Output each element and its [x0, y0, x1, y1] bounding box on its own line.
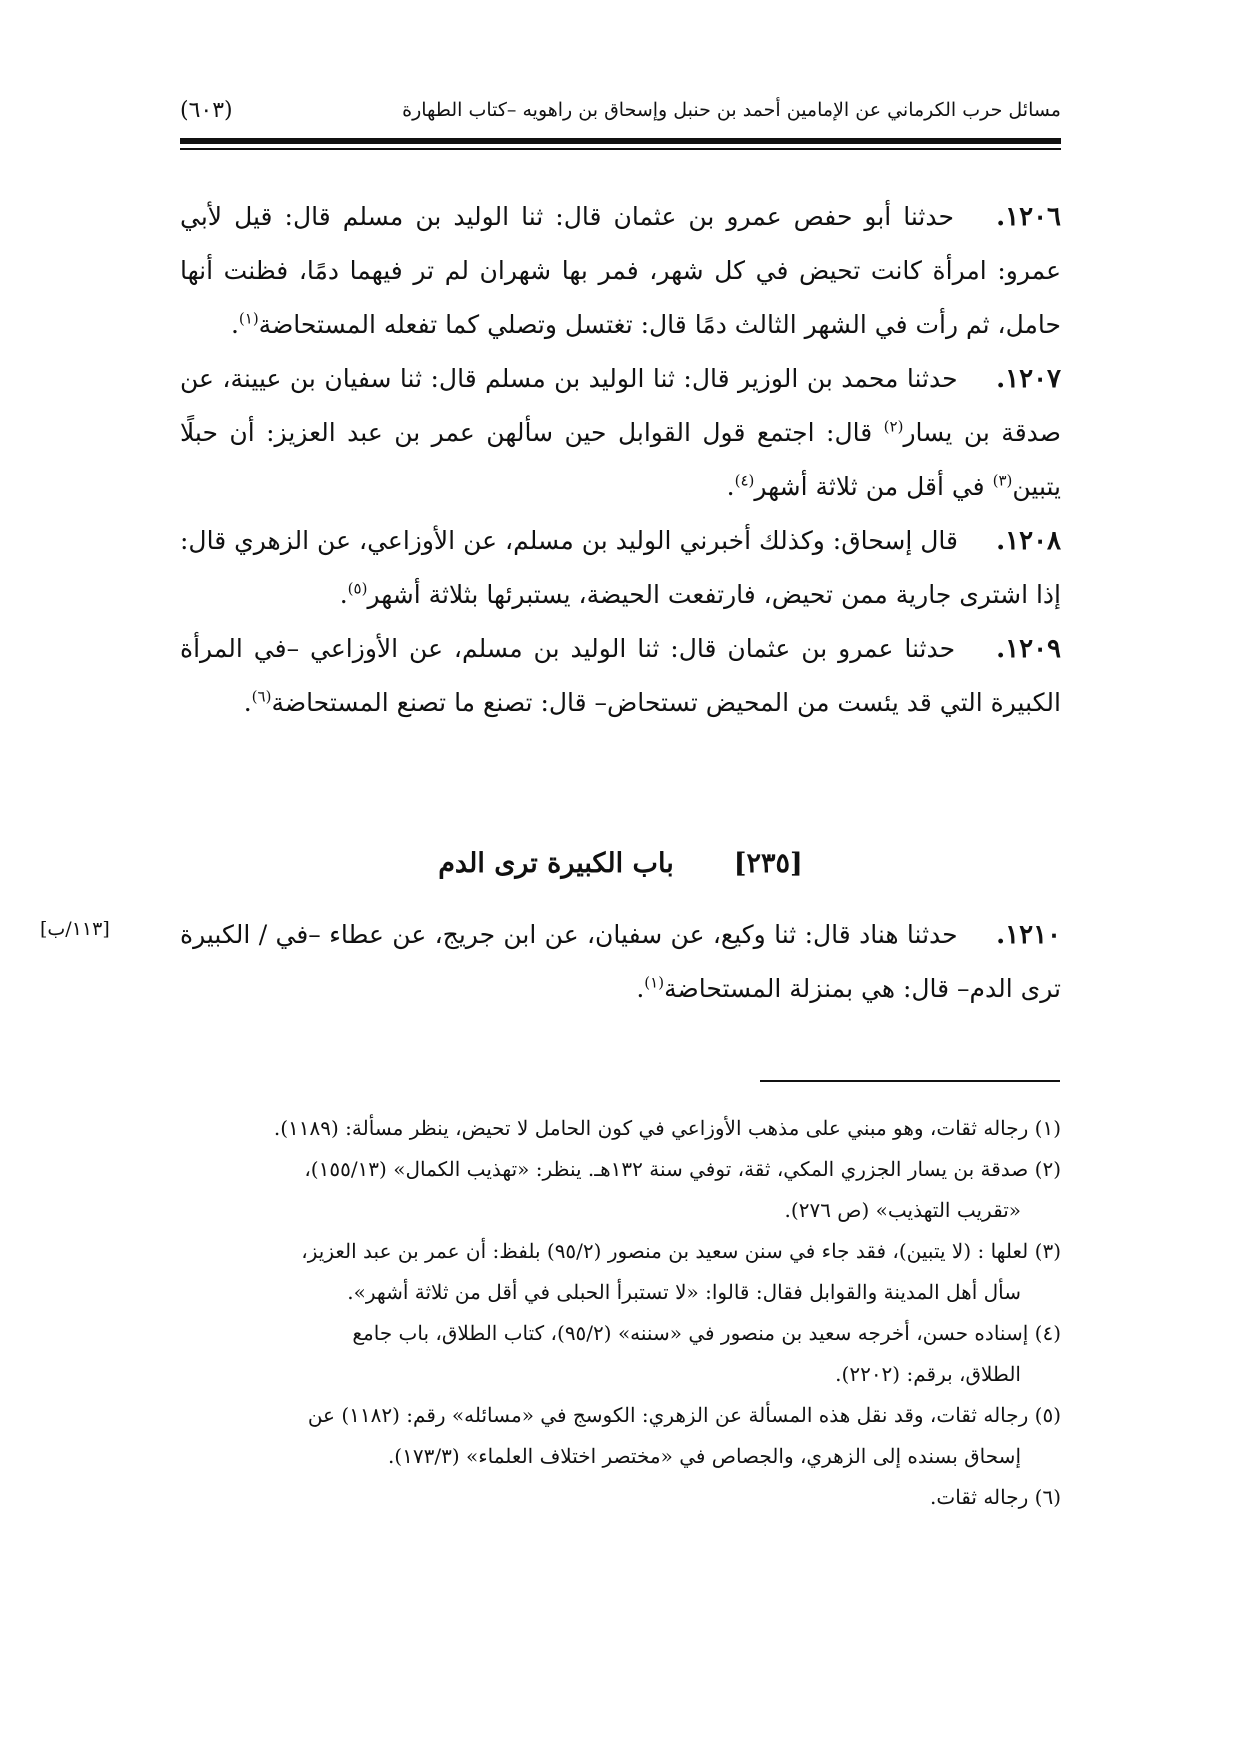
section-heading — [180, 838, 1061, 888]
footnote-separator — [760, 1080, 1060, 1082]
entry-1207 — [180, 352, 1061, 514]
section-number: [٢٣٥] — [733, 847, 803, 879]
entry-text: حدثنا هناد قال: ثنا وكيع، عن سفيان، عن ابن جريج، عن عطاء –في / الكبيرة ترى الدم– قال: هي بمنزلة المستحاضة — [180, 920, 1061, 1003]
footnote-ref: (٣) — [992, 471, 1013, 490]
entry-1206 — [180, 190, 1061, 352]
entry-text: حدثنا محمد بن الوزير قال: ثنا الوليد بن مسلم قال: ثنا سفيان بن عيينة، عن صدقة بن يسار — [180, 364, 1061, 447]
footnote-ref: (٤) — [734, 471, 755, 490]
entry-end: . — [636, 974, 645, 1003]
footnote-3 — [180, 1231, 1061, 1313]
page-number: (٦٠٣) — [180, 97, 233, 123]
footnote-ref: (١) — [238, 309, 259, 328]
footnote-line: (٢) صدقة بن يسار الجزري المكي، ثقة، توفي سنة ١٣٢هـ. ينظر: «تهذيب الكمال» (١٥٥/١٣)، — [304, 1157, 1061, 1181]
entry-text: قال: اجتمع قول القوابل حين سألهن عمر بن عبد العزيز: أن حبلًا يتبين — [180, 418, 1061, 501]
entry-number: ١٢٠٧. — [996, 364, 1061, 394]
entry-text: في أقل من ثلاثة أشهر — [754, 472, 993, 501]
footnote-4 — [180, 1313, 1061, 1395]
footnote-line: (٤) إسناده حسن، أخرجه سعيد بن منصور في «سننه» (٩٥/٢)، كتاب الطلاق، باب جامع — [352, 1321, 1061, 1345]
footnote-2 — [180, 1149, 1061, 1231]
entry-text: حدثنا عمرو بن عثمان قال: ثنا الوليد بن مسلم، عن الأوزاعي –في المرأة الكبيرة التي قد يئست من المحيض تستحاض– قال: تصنع ما تصنع المستحاضة — [180, 634, 1061, 717]
entry-end: . — [230, 310, 239, 339]
footnote-line: (٣) لعلها : (لا يتبين)، فقد جاء في سنن سعيد بن منصور (٩٥/٢) بلفظ: أن عمر بن عبد العزيز، — [301, 1239, 1061, 1263]
footnote-1 — [180, 1108, 1061, 1149]
header-rule-thin — [180, 148, 1061, 150]
entry-number: ١٢٠٨. — [996, 526, 1061, 556]
header-rule-thick — [180, 138, 1061, 144]
footnote-ref: (٢) — [883, 417, 904, 436]
entry-end: . — [243, 688, 252, 717]
running-header — [180, 90, 1061, 130]
footnote-5 — [180, 1395, 1061, 1477]
header-title: مسائل حرب الكرماني عن الإمامين أحمد بن حنبل وإسحاق بن راهويه –كتاب الطهارة — [402, 99, 1061, 121]
footnote-line: إسحاق بسنده إلى الزهري، والجصاص في «مختصر اختلاف العلماء» (١٧٣/٣). — [387, 1444, 1021, 1468]
section-title: باب الكبيرة ترى الدم — [438, 847, 674, 879]
entry-1210-block — [180, 908, 1061, 1016]
entry-text: حدثنا أبو حفص عمرو بن عثمان قال: ثنا الوليد بن مسلم قال: قيل لأبي عمرو: امرأة كانت تحيض في كل شهر، فمر بها شهران لم تر فيهما دمًا، فظنت أنها حامل، ثم رأت في الشهر الثالث دمًا قال: تغتسل وتصلي كما تفعله المستحاضة — [180, 202, 1061, 339]
manuscript-folio-note: [١١٣/ب] — [40, 918, 110, 940]
footnote-ref: (٦) — [251, 687, 272, 706]
footnote-line: «تقريب التهذيب» (ص ٢٧٦). — [784, 1198, 1021, 1222]
entry-text: قال إسحاق: وكذلك أخبرني الوليد بن مسلم، عن الأوزاعي، عن الزهري قال: إذا اشترى جارية ممن تحيض، فارتفعت الحيضة، يستبرئها بثلاثة أشهر — [180, 526, 1061, 609]
footnote-line: (١) رجاله ثقات، وهو مبني على مذهب الأوزاعي في كون الحامل لا تحيض، ينظر مسألة: (١١٨٩). — [273, 1116, 1061, 1140]
footnote-line: (٥) رجاله ثقات، وقد نقل هذه المسألة عن الزهري: الكوسج في «مسائله» رقم: (١١٨٢) عن — [307, 1403, 1061, 1427]
entry-number: ١٢٠٦. — [996, 202, 1061, 232]
entry-1209 — [180, 622, 1061, 730]
entry-number: ١٢٠٩. — [996, 634, 1061, 664]
footnote-line: الطلاق، برقم: (٢٢٠٢). — [835, 1362, 1021, 1386]
main-text — [180, 190, 1061, 730]
footnotes — [180, 1108, 1061, 1518]
entry-1210 — [180, 908, 1061, 1016]
footnote-6 — [180, 1477, 1061, 1518]
entry-1208 — [180, 514, 1061, 622]
footnote-ref: (١) — [644, 973, 665, 992]
entry-end: . — [339, 580, 348, 609]
footnote-line: (٦) رجاله ثقات. — [930, 1485, 1061, 1509]
entry-end: . — [726, 472, 735, 501]
footnote-line: سأل أهل المدينة والقوابل فقال: قالوا: «لا تستبرأ الحبلى في أقل من ثلاثة أشهر». — [347, 1280, 1021, 1304]
entry-number: ١٢١٠. — [996, 920, 1062, 950]
footnote-ref: (٥) — [347, 579, 368, 598]
